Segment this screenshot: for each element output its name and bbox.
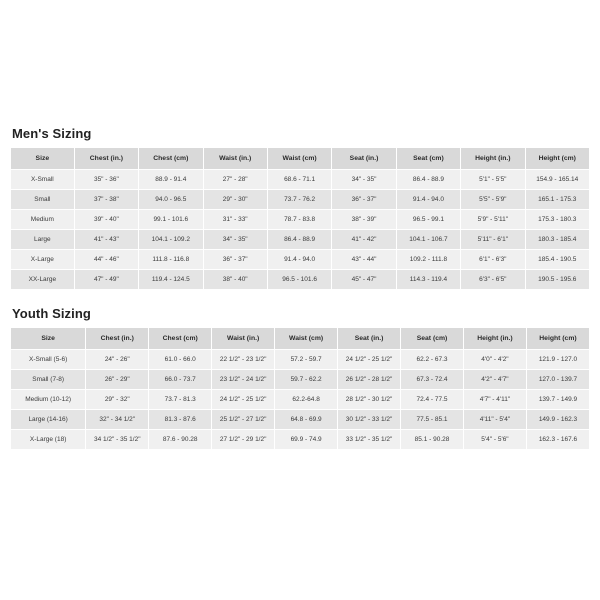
row-size-label: X-Large (18) [11,430,86,450]
column-header-waist-cm: Waist (cm) [275,328,338,350]
column-header-seat-cm: Seat (cm) [396,148,460,170]
cell-seat-in: 30 1/2" - 33 1/2" [338,410,401,430]
cell-chest-cm: 104.1 - 109.2 [139,230,203,250]
column-header-chest-cm: Chest (cm) [139,148,203,170]
row-size-label: X-Small (5-6) [11,350,86,370]
cell-seat-cm: 77.5 - 85.1 [401,410,464,430]
youth-table-head [11,328,590,350]
cell-height-cm: 180.3 - 185.4 [525,230,589,250]
column-header-chest-in: Chest (in.) [86,328,149,350]
cell-waist-cm: 96.5 - 101.6 [267,270,331,290]
cell-height-cm: 121.9 - 127.0 [526,350,589,370]
cell-chest-cm: 88.9 - 91.4 [139,170,203,190]
cell-chest-in: 26" - 29" [86,370,149,390]
column-header-seat-in: Seat (in.) [338,328,401,350]
cell-seat-cm: 109.2 - 111.8 [396,250,460,270]
cell-seat-in: 41" - 42" [332,230,396,250]
column-header-seat-in: Seat (in.) [332,148,396,170]
table-header-row [11,328,590,350]
cell-height-cm: 139.7 - 149.9 [526,390,589,410]
cell-height-in: 4'2" - 4'7" [463,370,526,390]
cell-seat-in: 28 1/2" - 30 1/2" [338,390,401,410]
cell-waist-in: 23 1/2" - 24 1/2" [212,370,275,390]
cell-height-in: 5'4" - 5'6" [463,430,526,450]
column-header-height-cm: Height (cm) [526,328,589,350]
cell-seat-in: 45" - 47" [332,270,396,290]
column-header-waist-cm: Waist (cm) [267,148,331,170]
cell-chest-cm: 73.7 - 81.3 [149,390,212,410]
cell-seat-in: 43" - 44" [332,250,396,270]
mens-sizing-title: Men's Sizing [12,126,92,141]
cell-seat-in: 34" - 35" [332,170,396,190]
cell-height-in: 5'11" - 6'1" [461,230,525,250]
table-row [11,230,590,250]
cell-waist-in: 36" - 37" [203,250,267,270]
row-size-label: Medium (10-12) [11,390,86,410]
cell-chest-in: 29" - 32" [86,390,149,410]
cell-seat-cm: 85.1 - 90.28 [401,430,464,450]
cell-waist-cm: 64.8 - 69.9 [275,410,338,430]
youth-sizing-title: Youth Sizing [12,306,91,321]
cell-seat-cm: 86.4 - 88.9 [396,170,460,190]
cell-seat-cm: 91.4 - 94.0 [396,190,460,210]
cell-waist-in: 27 1/2" - 29 1/2" [212,430,275,450]
cell-height-cm: 154.9 - 165.14 [525,170,589,190]
cell-chest-in: 32" - 34 1/2" [86,410,149,430]
cell-chest-in: 37" - 38" [74,190,138,210]
cell-waist-in: 34" - 35" [203,230,267,250]
cell-waist-cm: 91.4 - 94.0 [267,250,331,270]
top-spacer [10,0,590,126]
cell-chest-in: 24" - 26" [86,350,149,370]
cell-waist-cm: 62.2-64.8 [275,390,338,410]
cell-waist-cm: 78.7 - 83.8 [267,210,331,230]
cell-height-cm: 175.3 - 180.3 [525,210,589,230]
cell-height-in: 5'5" - 5'9" [461,190,525,210]
row-size-label: Large [11,230,75,250]
cell-chest-cm: 119.4 - 124.5 [139,270,203,290]
cell-waist-in: 29" - 30" [203,190,267,210]
cell-chest-in: 44" - 46" [74,250,138,270]
cell-height-cm: 149.9 - 162.3 [526,410,589,430]
cell-height-in: 6'3" - 6'5" [461,270,525,290]
cell-chest-in: 39" - 40" [74,210,138,230]
cell-waist-cm: 57.2 - 59.7 [275,350,338,370]
column-header-height-in: Height (in.) [463,328,526,350]
row-size-label: X-Small [11,170,75,190]
cell-chest-in: 41" - 43" [74,230,138,250]
cell-waist-in: 27" - 28" [203,170,267,190]
cell-waist-in: 31" - 33" [203,210,267,230]
cell-waist-in: 25 1/2" - 27 1/2" [212,410,275,430]
youth-sizing-section [10,306,590,450]
column-header-height-in: Height (in.) [461,148,525,170]
section-spacer [10,290,590,306]
cell-height-in: 5'9" - 5'11" [461,210,525,230]
cell-height-in: 4'7" - 4'11" [463,390,526,410]
cell-waist-in: 24 1/2" - 25 1/2" [212,390,275,410]
cell-chest-in: 34 1/2" - 35 1/2" [86,430,149,450]
row-size-label: Small (7-8) [11,370,86,390]
cell-seat-cm: 67.3 - 72.4 [401,370,464,390]
cell-seat-in: 33 1/2" - 35 1/2" [338,430,401,450]
cell-seat-cm: 114.3 - 119.4 [396,270,460,290]
cell-waist-cm: 69.9 - 74.9 [275,430,338,450]
cell-seat-in: 36" - 37" [332,190,396,210]
table-row [11,170,590,190]
cell-height-in: 6'1" - 6'3" [461,250,525,270]
column-header-waist-in: Waist (in.) [212,328,275,350]
cell-height-cm: 162.3 - 167.6 [526,430,589,450]
cell-height-in: 4'11" - 5'4" [463,410,526,430]
cell-seat-cm: 72.4 - 77.5 [401,390,464,410]
cell-chest-cm: 66.0 - 73.7 [149,370,212,390]
column-header-chest-in: Chest (in.) [74,148,138,170]
column-header-size: Size [11,328,86,350]
cell-height-in: 5'1" - 5'5" [461,170,525,190]
cell-height-in: 4'0" - 4'2" [463,350,526,370]
cell-chest-in: 47" - 49" [74,270,138,290]
table-row [11,410,590,430]
cell-height-cm: 190.5 - 195.6 [525,270,589,290]
table-header-row [11,148,590,170]
mens-sizing-section [10,126,590,290]
cell-seat-in: 26 1/2" - 28 1/2" [338,370,401,390]
row-size-label: X-Large [11,250,75,270]
row-size-label: Small [11,190,75,210]
cell-seat-cm: 62.2 - 67.3 [401,350,464,370]
cell-height-cm: 165.1 - 175.3 [525,190,589,210]
cell-chest-in: 35" - 36" [74,170,138,190]
table-row [11,190,590,210]
column-header-size: Size [11,148,75,170]
cell-seat-in: 38" - 39" [332,210,396,230]
column-header-waist-in: Waist (in.) [203,148,267,170]
table-row [11,430,590,450]
cell-waist-in: 22 1/2" - 23 1/2" [212,350,275,370]
mens-table-body [11,170,590,290]
mens-sizing-table [10,147,590,290]
cell-waist-cm: 68.6 - 71.1 [267,170,331,190]
column-header-chest-cm: Chest (cm) [149,328,212,350]
row-size-label: Large (14-16) [11,410,86,430]
cell-waist-cm: 73.7 - 76.2 [267,190,331,210]
table-row [11,210,590,230]
cell-seat-cm: 96.5 - 99.1 [396,210,460,230]
cell-height-cm: 127.0 - 139.7 [526,370,589,390]
table-row [11,370,590,390]
cell-chest-cm: 81.3 - 87.6 [149,410,212,430]
cell-waist-cm: 59.7 - 62.2 [275,370,338,390]
cell-chest-cm: 61.0 - 66.0 [149,350,212,370]
cell-chest-cm: 94.0 - 96.5 [139,190,203,210]
cell-chest-cm: 111.8 - 116.8 [139,250,203,270]
cell-height-cm: 185.4 - 190.5 [525,250,589,270]
column-header-height-cm: Height (cm) [525,148,589,170]
table-row [11,350,590,370]
mens-table-head [11,148,590,170]
column-header-seat-cm: Seat (cm) [401,328,464,350]
cell-chest-cm: 87.6 - 90.28 [149,430,212,450]
cell-chest-cm: 99.1 - 101.6 [139,210,203,230]
row-size-label: Medium [11,210,75,230]
youth-sizing-table [10,327,590,450]
row-size-label: XX-Large [11,270,75,290]
table-row [11,390,590,410]
youth-table-body [11,350,590,450]
table-row [11,270,590,290]
cell-seat-in: 24 1/2" - 25 1/2" [338,350,401,370]
cell-waist-cm: 86.4 - 88.9 [267,230,331,250]
table-row [11,250,590,270]
cell-seat-cm: 104.1 - 106.7 [396,230,460,250]
cell-waist-in: 38" - 40" [203,270,267,290]
